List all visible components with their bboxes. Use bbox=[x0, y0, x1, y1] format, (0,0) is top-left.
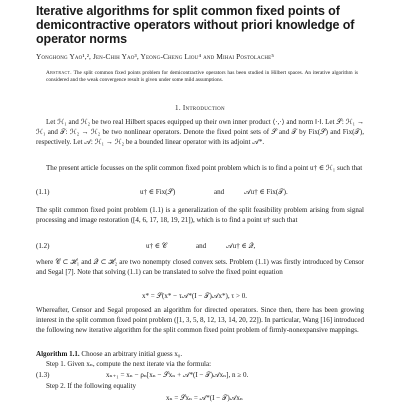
equation-term: 𝒜u† ∈ Fix(𝒯). bbox=[244, 188, 288, 196]
equation-term: xₙ₊₁ = xₙ − ρₙ[xₙ − 𝒮xₙ + 𝒜*(I − 𝒯)𝒜xₙ], n ≥ 0. bbox=[106, 371, 249, 379]
equation-term: 𝒜u† ∈ 𝒬, bbox=[226, 242, 256, 250]
algorithm-step-2: Step 2. If the following equality bbox=[46, 382, 137, 390]
abstract-text: The split common fixed points problem for demicontractive operators has been studied in Hilbert spaces. An iterative algorithm is considered and the weak convergence result is given under some mild assumptions. bbox=[46, 70, 359, 84]
paragraph-4: where 𝒞 ⊂ ℋ₁ and 𝒬 ⊂ ℋ₂ are two nonempty closed convex sets. Problem (1.1) was firstly introduced by Censor and Segal [7]. Note that solving (1.1) can be translated to solve the fixed point equation bbox=[36, 258, 364, 276]
equation-connector: and bbox=[196, 242, 207, 250]
paragraph-1: Let ℋ₁ and ℋ₂ be two real Hilbert spaces equipped up their own inner product ⟨·,·⟩ and norm ‖·‖. Let 𝒮: ℋ₁ → ℋ₁ and 𝒯: ℋ₂ → ℋ₂ be two nonlinear operators. Denote the fixed point sets of 𝒮 and 𝒯 by Fix(𝒮) and Fix(𝒯), respectively. Let 𝒜: ℋ₁ → ℋ₂ be a bounded linear operator with its adjoint 𝒜*. bbox=[36, 118, 364, 146]
paragraph-2: The present article focusses on the split common fixed point problem which is to find a point u† ∈ ℋ₁ such that bbox=[46, 164, 363, 172]
equation-number: (1.1) bbox=[36, 188, 50, 196]
equation-term: xₙ = 𝒮xₙ = 𝒜*(I − 𝒯)𝒜xₙ bbox=[166, 394, 243, 402]
equation-number: (1.2) bbox=[36, 242, 50, 250]
equation-term: u† ∈ 𝒞 bbox=[146, 242, 167, 250]
algorithm-label: Algorithm 1.1. bbox=[36, 350, 80, 358]
algorithm-text: Choose an arbitrary initial guess x₀. bbox=[81, 350, 183, 358]
abstract bbox=[46, 70, 358, 85]
author-list: Yonghong Yao¹,², Jen-Chih Yao³, Yeong-Cheng Liou⁴ and Mihai Postolache⁵ bbox=[36, 52, 275, 61]
abstract-label: Abstract. bbox=[46, 70, 72, 76]
algorithm-step-1: Step 1. Given xₙ, compute the next iterate via the formula: bbox=[46, 360, 212, 368]
equation-term: u† ∈ Fix(𝒮) bbox=[140, 188, 176, 196]
equation-number: (1.3) bbox=[36, 371, 50, 379]
paragraph-5: Whereafter, Censor and Segal proposed an algorithm for directed operators. Since then, there has been growing interest in the split common fixed point problem ([1, 3, 5, 8, 12, 13, 14, 20, 22]). In particular, Wang [16] introduced the following new iterative algorithm for the split common fixed point problem of firmly-nonexpansive mappings. bbox=[36, 306, 365, 334]
algorithm-heading bbox=[36, 350, 364, 360]
paragraph-3: The split common fixed point problem (1.1) is a generalization of the split feasibility problem arising from signal processing and image restoration ([4, 6, 17, 18, 19, 21]), which is to find a point u† such that bbox=[36, 206, 364, 224]
section-heading: 1. Introduction bbox=[175, 104, 225, 112]
paper-title: Iterative algorithms for split common fixed points of demicontractive operators without priori knowledge of operator norms bbox=[36, 4, 355, 46]
equation-term: x* = 𝒮(x* − τ𝒜*(I − 𝒯)𝒜x*), τ > 0. bbox=[142, 292, 248, 300]
equation-connector: and bbox=[214, 188, 225, 196]
